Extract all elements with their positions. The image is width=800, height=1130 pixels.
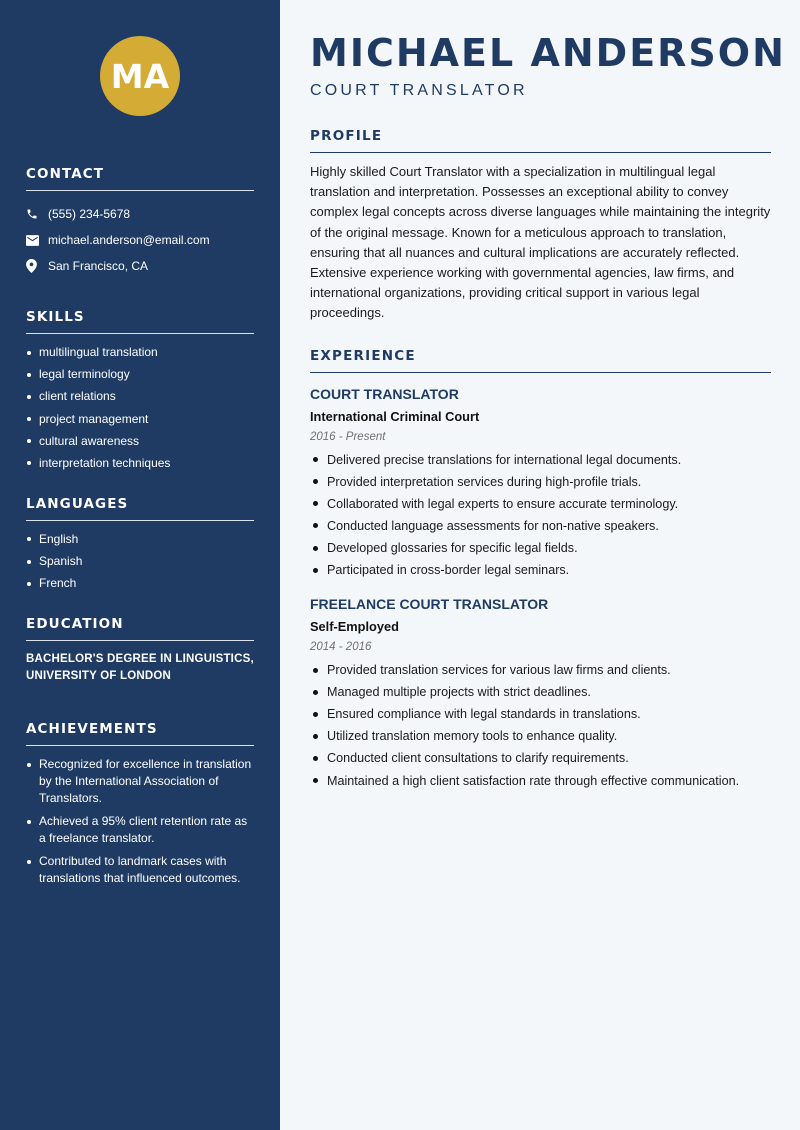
profile-section xyxy=(310,128,771,324)
skill-item: cultural awareness xyxy=(26,433,254,450)
duty-item: Conducted language assessments for non-native speakers. xyxy=(310,518,771,534)
sidebar xyxy=(0,0,280,1130)
contact-email xyxy=(26,227,254,253)
duty-item: Developed glossaries for specific legal fields. xyxy=(310,540,771,556)
skill-item: legal terminology xyxy=(26,366,254,383)
profile-heading: PROFILE xyxy=(310,128,771,153)
languages-list xyxy=(26,531,254,592)
location-pin-icon xyxy=(26,259,48,273)
skills-section xyxy=(26,309,254,472)
main-content xyxy=(310,30,786,795)
contact-location xyxy=(26,253,254,279)
education-degree: BACHELOR'S DEGREE IN LINGUISTICS, UNIVERSITY OF LONDON xyxy=(26,653,254,683)
language-item: Spanish xyxy=(26,553,254,570)
contact-section xyxy=(26,166,254,279)
job-entry xyxy=(310,386,771,578)
duty-item: Ensured compliance with legal standards in translations. xyxy=(310,706,771,722)
job-dates: 2014 - 2016 xyxy=(310,641,372,654)
language-item: English xyxy=(26,531,254,548)
achievements-section xyxy=(26,721,254,887)
experience-section xyxy=(310,348,771,789)
job-title: FREELANCE COURT TRANSLATOR xyxy=(310,596,549,613)
candidate-job-title: COURT TRANSLATOR xyxy=(310,82,528,99)
job-employer: International Criminal Court xyxy=(310,408,480,424)
languages-heading: LANGUAGES xyxy=(26,496,254,521)
contact-phone xyxy=(26,201,254,227)
duty-item: Collaborated with legal experts to ensure accurate terminology. xyxy=(310,496,771,512)
contact-heading: CONTACT xyxy=(26,166,254,191)
experience-heading: EXPERIENCE xyxy=(310,348,771,373)
location-text: San Francisco, CA xyxy=(48,259,149,273)
duty-item: Maintained a high client satisfaction rate through effective communication. xyxy=(310,773,771,789)
achievements-list xyxy=(26,756,254,887)
skills-heading: SKILLS xyxy=(26,309,254,334)
languages-section xyxy=(26,496,254,592)
job-duties xyxy=(310,662,771,788)
skill-item: project management xyxy=(26,411,254,428)
duty-item: Conducted client consultations to clarify requirements. xyxy=(310,750,771,766)
duty-item: Participated in cross-border legal seminars. xyxy=(310,562,771,578)
skill-item: multilingual translation xyxy=(26,344,254,361)
avatar: MA xyxy=(100,36,180,116)
mail-icon xyxy=(26,235,48,246)
skills-list xyxy=(26,344,254,472)
duty-item: Provided translation services for various law firms and clients. xyxy=(310,662,771,678)
achievement-item: Achieved a 95% client retention rate as a freelance translator. xyxy=(26,813,254,847)
achievements-heading: ACHIEVEMENTS xyxy=(26,721,254,746)
duty-item: Provided interpretation services during high-profile trials. xyxy=(310,474,771,490)
duty-item: Managed multiple projects with strict deadlines. xyxy=(310,684,771,700)
achievement-item: Contributed to landmark cases with translations that influenced outcomes. xyxy=(26,853,254,887)
profile-text: Highly skilled Court Translator with a specialization in multilingual legal translation and interpretation. Possesses an exceptional ability to convey complex legal concepts across diverse languages while maintaining the integrity of the original message. Known for a meticulous approach to translation, ensuring that all nuances and cultural implications are accurately reflected. Extensive experience working with governmental agencies, law firms, and international organizations, providing critical support in various legal proceedings. xyxy=(310,164,771,321)
language-item: French xyxy=(26,575,254,592)
duty-item: Utilized translation memory tools to enhance quality. xyxy=(310,728,771,744)
skill-item: interpretation techniques xyxy=(26,455,254,472)
education-section xyxy=(26,616,254,685)
job-dates: 2016 - Present xyxy=(310,430,386,443)
skill-item: client relations xyxy=(26,388,254,405)
job-entry xyxy=(310,596,771,788)
job-employer: Self-Employed xyxy=(310,619,399,635)
phone-icon xyxy=(26,208,48,220)
job-title: COURT TRANSLATOR xyxy=(310,385,459,402)
education-heading: EDUCATION xyxy=(26,616,254,641)
duty-item: Delivered precise translations for international legal documents. xyxy=(310,452,771,468)
phone-text[interactable]: (555) 234-5678 xyxy=(48,207,131,221)
job-duties xyxy=(310,452,771,578)
candidate-name: MICHAEL ANDERSON xyxy=(310,31,786,75)
achievement-item: Recognized for excellence in translation by the International Association of Translators. xyxy=(26,756,254,807)
email-text[interactable]: michael.anderson@email.com xyxy=(48,233,210,247)
